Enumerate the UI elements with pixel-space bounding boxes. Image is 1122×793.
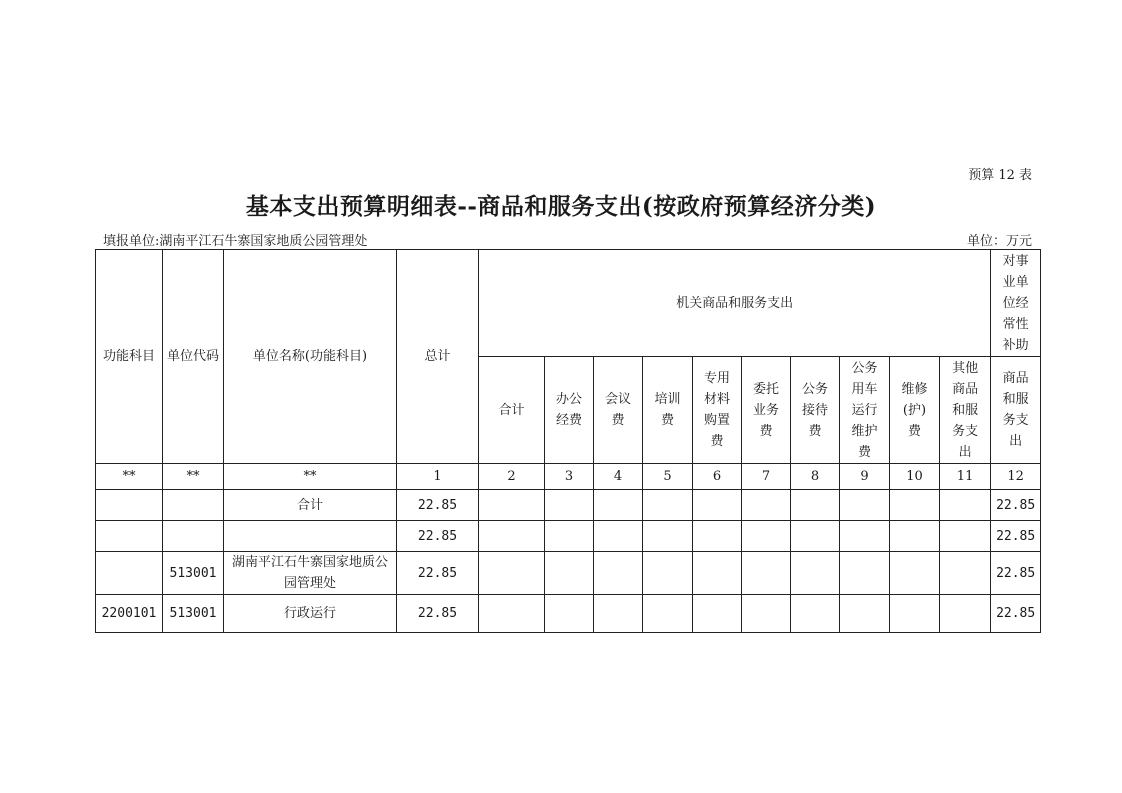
unit-name-cell: 行政运行 <box>224 595 397 633</box>
empty-cell <box>791 595 840 633</box>
empty-cell <box>643 552 693 595</box>
unit-name-cell <box>224 521 397 552</box>
index-row <box>96 464 1041 490</box>
empty-cell <box>693 521 742 552</box>
index-cell: 3 <box>545 464 594 490</box>
index-cell: 5 <box>643 464 693 490</box>
empty-cell <box>643 490 693 521</box>
currency-unit-label: 单位：万元 <box>966 234 1032 249</box>
table-row <box>96 521 1041 552</box>
header-total: 总计 <box>397 250 479 464</box>
unit-name-cell: 合计 <box>224 490 397 521</box>
empty-cell <box>840 521 890 552</box>
page-title: 基本支出预算明细表--商品和服务支出(按政府预算经济分类) <box>245 193 877 220</box>
filler-unit-label: 填报单位:湖南平江石牛寨国家地质公园管理处 <box>103 234 368 249</box>
header-func-subject: 功能科目 <box>96 250 163 464</box>
index-cell: 7 <box>742 464 791 490</box>
index-cell: 12 <box>991 464 1041 490</box>
header-unit-code: 单位代码 <box>163 250 224 464</box>
index-cell: 4 <box>594 464 643 490</box>
header-other: 其他商品和服务支出 <box>940 357 991 464</box>
total-cell: 22.85 <box>397 490 479 521</box>
empty-cell <box>940 552 991 595</box>
empty-cell <box>791 552 840 595</box>
empty-cell <box>742 490 791 521</box>
header-row-1 <box>96 250 1041 357</box>
func-subject-cell <box>96 552 163 595</box>
total-cell: 22.85 <box>397 521 479 552</box>
table-row <box>96 490 1041 521</box>
empty-cell <box>890 595 940 633</box>
empty-cell <box>940 490 991 521</box>
index-cell: ** <box>163 464 224 490</box>
empty-cell <box>693 595 742 633</box>
subsidy-cell: 22.85 <box>991 490 1041 521</box>
unit-code-cell: 513001 <box>163 552 224 595</box>
header-info-row <box>103 230 1032 249</box>
subsidy-cell: 22.85 <box>991 552 1041 595</box>
unit-name-cell: 湖南平江石牛寨国家地质公园管理处 <box>224 552 397 595</box>
empty-cell <box>594 595 643 633</box>
empty-cell <box>791 521 840 552</box>
table-row <box>96 552 1041 595</box>
empty-cell <box>693 552 742 595</box>
unit-code-cell: 513001 <box>163 595 224 633</box>
empty-cell <box>479 521 545 552</box>
empty-cell <box>840 552 890 595</box>
index-cell: ** <box>224 464 397 490</box>
header-subsidy-goods: 商品和服务支出 <box>991 357 1041 464</box>
header-organ-group: 机关商品和服务支出 <box>479 250 991 357</box>
subsidy-cell: 22.85 <box>991 521 1041 552</box>
header-repair: 维修(护)费 <box>890 357 940 464</box>
form-number: 预算 12 表 <box>968 168 1032 183</box>
empty-cell <box>545 521 594 552</box>
unit-code-cell <box>163 521 224 552</box>
empty-cell <box>479 490 545 521</box>
budget-table <box>95 249 1041 633</box>
index-cell: 8 <box>791 464 840 490</box>
unit-code-cell <box>163 490 224 521</box>
empty-cell <box>791 490 840 521</box>
empty-cell <box>940 521 991 552</box>
header-reception: 公务接待费 <box>791 357 840 464</box>
empty-cell <box>545 490 594 521</box>
empty-cell <box>890 490 940 521</box>
header-subsidy-group: 对事业单位经常性补助 <box>991 250 1041 357</box>
empty-cell <box>840 490 890 521</box>
func-subject-cell <box>96 521 163 552</box>
func-subject-cell <box>96 490 163 521</box>
header-material: 专用材料购置费 <box>693 357 742 464</box>
header-training: 培训费 <box>643 357 693 464</box>
empty-cell <box>594 552 643 595</box>
index-cell: 11 <box>940 464 991 490</box>
total-cell: 22.85 <box>397 595 479 633</box>
table-row <box>96 595 1041 633</box>
header-vehicle: 公务用车运行维护费 <box>840 357 890 464</box>
index-cell: 1 <box>397 464 479 490</box>
empty-cell <box>594 490 643 521</box>
index-cell: 10 <box>890 464 940 490</box>
total-cell: 22.85 <box>397 552 479 595</box>
empty-cell <box>594 521 643 552</box>
empty-cell <box>742 595 791 633</box>
index-cell: ** <box>96 464 163 490</box>
header-total-col: 合计 <box>479 357 545 464</box>
empty-cell <box>479 552 545 595</box>
empty-cell <box>742 552 791 595</box>
empty-cell <box>693 490 742 521</box>
header-unit-name: 单位名称(功能科目) <box>224 250 397 464</box>
index-cell: 6 <box>693 464 742 490</box>
empty-cell <box>643 521 693 552</box>
empty-cell <box>545 552 594 595</box>
empty-cell <box>479 595 545 633</box>
header-commission: 委托业务费 <box>742 357 791 464</box>
empty-cell <box>545 595 594 633</box>
subsidy-cell: 22.85 <box>991 595 1041 633</box>
empty-cell <box>742 521 791 552</box>
empty-cell <box>890 552 940 595</box>
empty-cell <box>643 595 693 633</box>
index-cell: 2 <box>479 464 545 490</box>
header-meeting: 会议费 <box>594 357 643 464</box>
func-subject-cell: 2200101 <box>96 595 163 633</box>
index-cell: 9 <box>840 464 890 490</box>
empty-cell <box>890 521 940 552</box>
empty-cell <box>840 595 890 633</box>
empty-cell <box>940 595 991 633</box>
header-office: 办公经费 <box>545 357 594 464</box>
